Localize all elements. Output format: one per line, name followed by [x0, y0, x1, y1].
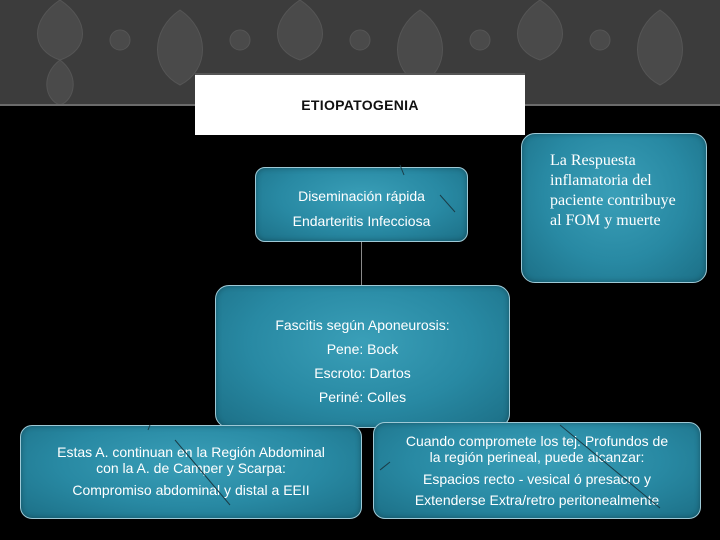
node-text-line: Compromiso abdominal y distal a EEII	[72, 482, 310, 498]
node-text-line: paciente contribuye	[550, 192, 676, 209]
node-text-line: Pene: Bock	[326, 341, 399, 357]
node-arterias-abdominal	[20, 425, 362, 519]
slide-title: ETIOPATOGENIA	[301, 97, 419, 113]
node-text-line: al FOM y muerte	[550, 212, 661, 229]
node-text-line: Fascitis según Aponeurosis:	[275, 317, 450, 333]
node-text-line: La Respuesta	[550, 152, 636, 169]
node-text-line: Estas A. continuan en la Región Abdominal	[57, 444, 325, 460]
node-text-line: Espacios recto - vesical ó presacro y	[423, 471, 651, 487]
node-text-line: Endarteritis Infecciosa	[292, 213, 431, 229]
node-tejidos-profundos	[373, 422, 701, 519]
node-text-line: Escroto: Dartos	[314, 365, 411, 381]
node-text-line: Periné: Colles	[318, 389, 407, 405]
node-fascitis	[215, 285, 510, 428]
node-text-line: inflamatoria del	[550, 172, 652, 189]
node-respuesta-inflamatoria	[521, 133, 707, 283]
node-text-line: la región perineal, puede alcanzar:	[429, 449, 645, 465]
node-diseminacion	[255, 167, 468, 242]
node-text-line: con la A. de Camper y Scarpa:	[96, 460, 286, 476]
node-text-line: Diseminación rápida	[298, 188, 425, 204]
node-text-line: Cuando compromete los tej. Profundos de	[405, 433, 669, 449]
node-text-line: Extenderse Extra/retro peritonealmente	[414, 492, 660, 508]
connector-line	[361, 242, 362, 286]
title-box	[195, 73, 525, 135]
